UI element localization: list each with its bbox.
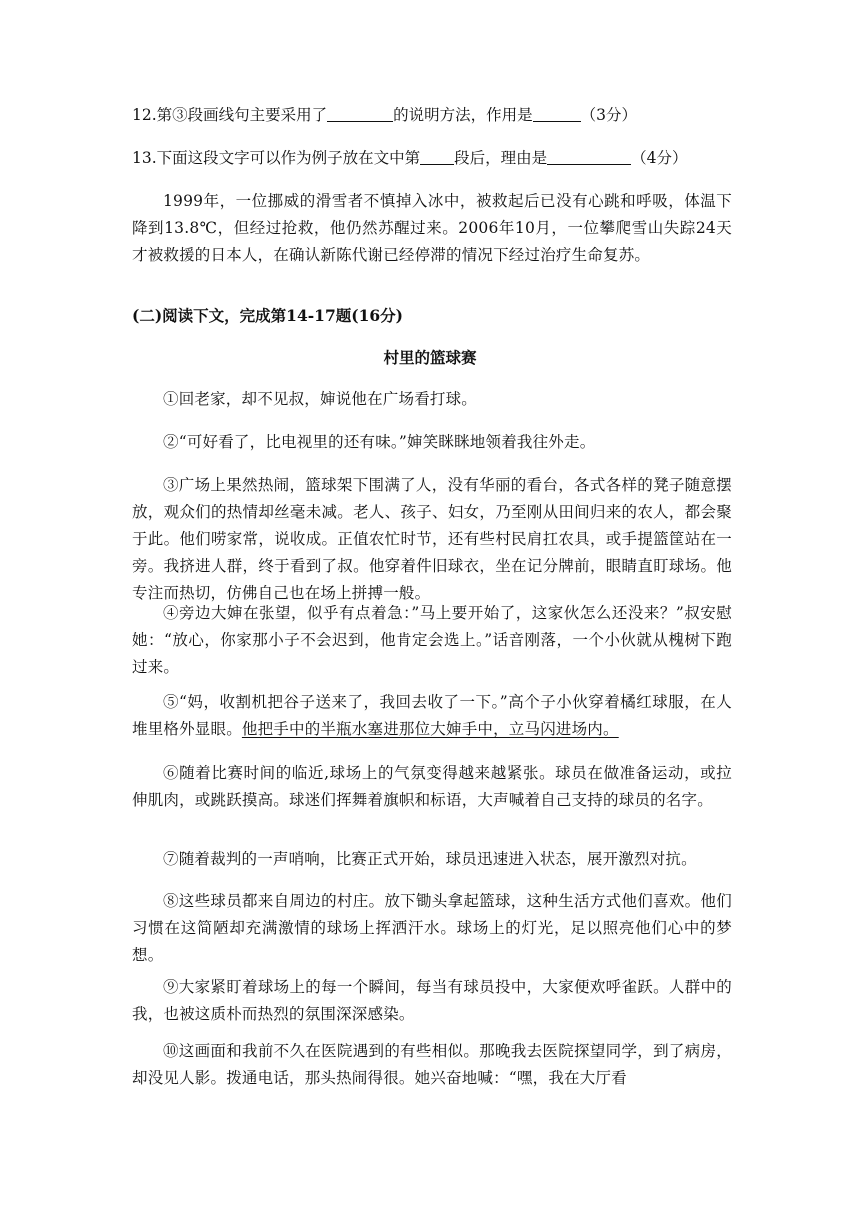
question-12-prefix: 12.第③段画线句主要采用了 [132,106,328,124]
paragraph-3: ③广场上果然热闹，篮球架下围满了人，没有华丽的看台，各式各样的凳子随意摆放，观众们的热情却丝毫未减。老人、孩子、妇女，乃至刚从田间归来的农人，都会聚于此。他们唠家常，说收成。正值农忙时节，还有些村民肩扛农具，或手提篮筐站在一旁。我挤进人群，终于看到了叔。他穿着件旧球衣，坐在记分牌前，眼睛直盯球场。他专注而热切，仿佛自己也在场上拼搏一般。 [132,476,732,602]
paragraph-4: ④旁边大婶在张望，似乎有点着急：”马上要开始了，这家伙怎么还没来？”叔安慰她：“放心，你家那小子不会迟到，他肯定会选上。”话音刚落，一个小伙就从槐树下跑过来。 [132,604,732,676]
section-heading: (二)阅读下文，完成第14-17题(16分) [132,306,403,325]
paragraph-5-underlined-sentence: 他把手中的半瓶水塞进那位大婶手中，立马闪进场内。 [241,720,619,738]
question-13-middle: 段后，理由是 [454,149,548,167]
question-13-suffix: （4分） [631,149,688,167]
paragraph-9: ⑨大家紧盯着球场上的每一个瞬间，每当有球员投中，大家便欢呼雀跃。人群中的我，也被这质朴而热烈的氛围深深感染。 [132,978,732,1023]
question-12-middle: 的说明方法，作用是 [393,106,533,124]
question-13-prefix: 13.下面这段文字可以作为例子放在文中第 [132,149,421,167]
example-passage: 1999年，一位挪威的滑雪者不慎掉入冰中，被救起后已没有心跳和呼吸，体温下降到13.8℃，但经过抢救，他仍然苏醒过来。2006年10月，一位攀爬雪山失踪24天才被救援的日本人，在确认新陈代谢已经停滞的情况下经过治疗生命复苏。 [132,192,732,264]
story-title: 村里的篮球赛 [383,348,477,367]
question-12 [132,102,637,129]
paragraph-2: ②“可好看了，比电视里的还有味。”婶笑眯眯地领着我往外走。 [163,433,596,451]
question-13-blank-2[interactable] [547,148,631,165]
question-12-blank-2[interactable] [533,105,581,122]
paragraph-10: ⑩这画面和我前不久在医院遇到的有些相似。那晚我去医院探望同学，到了病房，却没见人影。拨通电话，那头热闹得很。她兴奋地喊：“嘿，我在大厅看 [132,1042,732,1087]
paragraph-8: ⑧这些球员都来自周边的村庄。放下锄头拿起篮球，这种生活方式他们喜欢。他们习惯在这简陋却充满激情的球场上挥洒汗水。球场上的灯光，足以照亮他们心中的梦想。 [132,892,732,964]
question-12-suffix: （3分） [580,106,638,124]
question-13-blank-1[interactable] [420,148,454,165]
paragraph-6: ⑥随着比赛时间的临近,球场上的气氛变得越来越紧张。球员在做准备运动，或拉伸肌肉，或跳跃摸高。球迷们挥舞着旗帜和标语，大声喊着自己支持的球员的名字。 [132,764,732,809]
question-12-blank-1[interactable] [327,105,393,122]
question-13 [132,145,688,172]
paragraph-1: ①回老家，却不见叔，婶说他在广场看打球。 [163,390,478,408]
paragraph-7: ⑦随着裁判的一声哨响，比赛正式开始，球员迅速进入状态，展开激烈对抗。 [163,850,697,868]
paragraph-5 [132,689,732,743]
paragraph-5-text: ⑤“妈，收割机把谷子送来了，我回去收了一下。”高个子小伙穿着橘红球服，在人堆里格外显眼。 [132,693,732,738]
